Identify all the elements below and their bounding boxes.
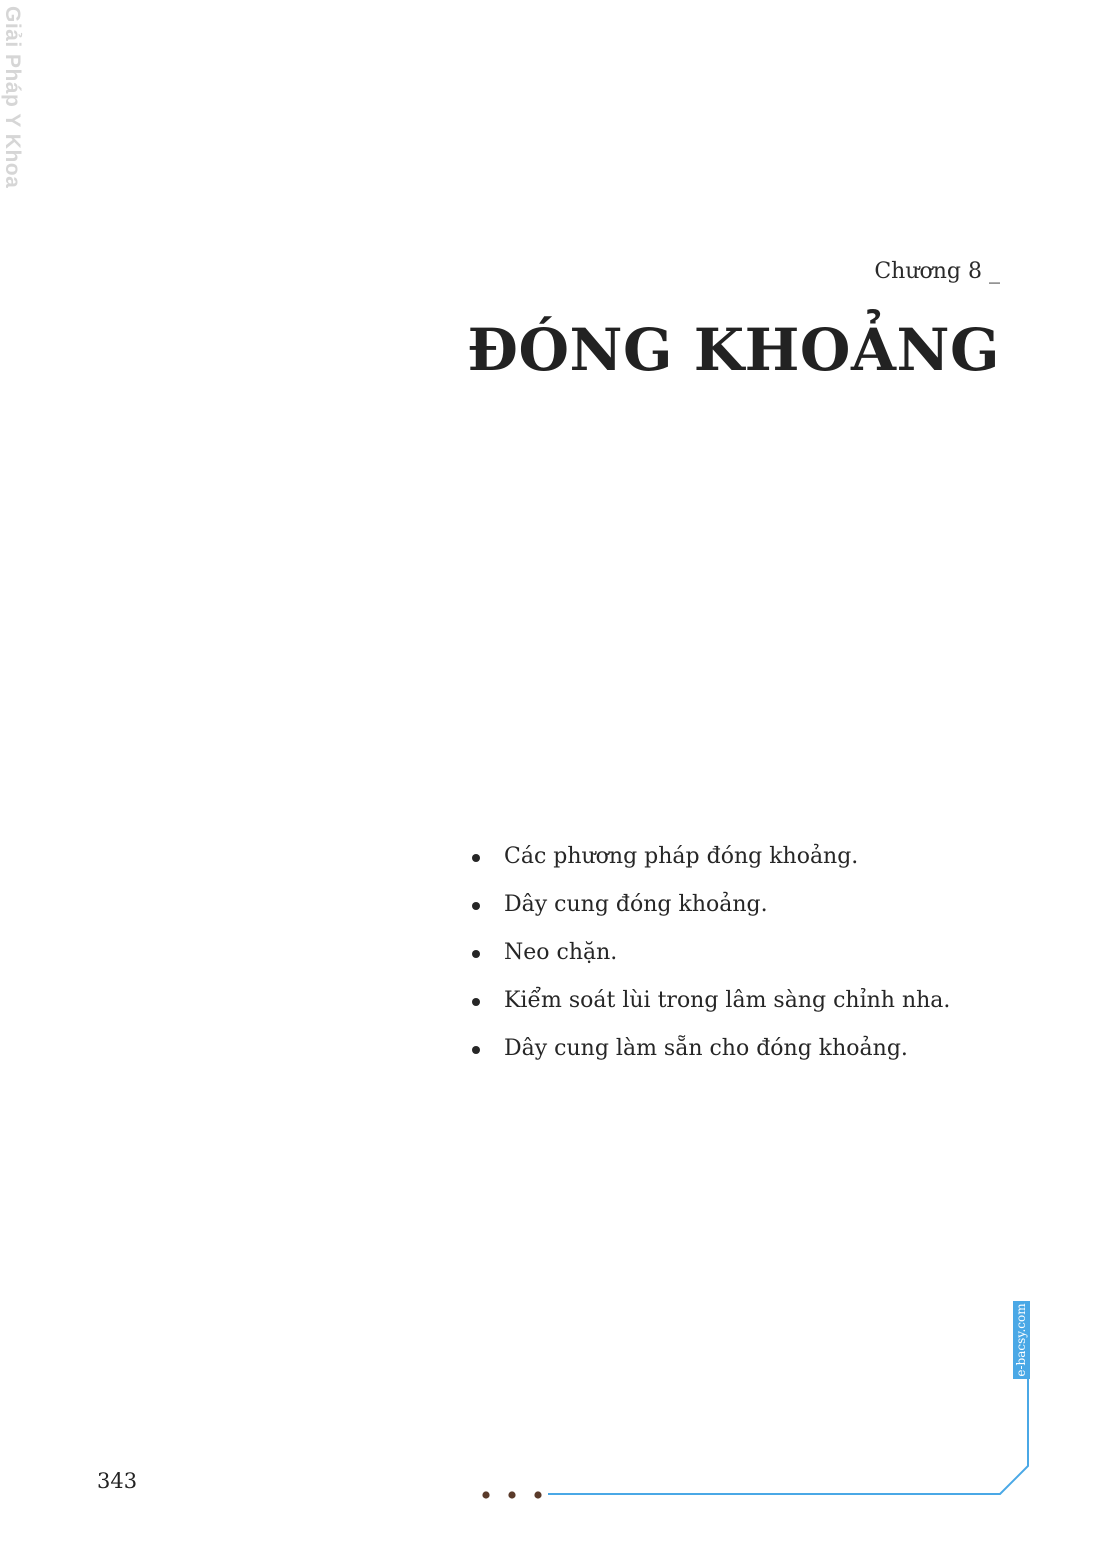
page-number: 343 (97, 1469, 138, 1493)
dot-icon (534, 1491, 541, 1498)
topic-text: Kiểm soát lùi trong lâm sàng chỉnh nha. (504, 988, 951, 1013)
accent-line (548, 1378, 1028, 1494)
topic-text: Các phương pháp đóng khoảng. (504, 844, 859, 869)
chapter-title: ĐÓNG KHOẢNG (467, 316, 1000, 384)
site-tag (1013, 1301, 1030, 1379)
chapter-label: Chương 8 _ (874, 259, 1000, 284)
dot-icon (508, 1491, 515, 1498)
dot-icon (482, 1491, 489, 1498)
topic-text: Dây cung làm sẵn cho đóng khoảng. (504, 1036, 908, 1061)
watermark-text: Giải Pháp Y Khoa (1, 6, 24, 189)
topic-text: Dây cung đóng khoảng. (504, 892, 768, 917)
topic-text: Neo chặn. (504, 940, 618, 965)
site-tag-text: e-bacsy.com (1014, 1303, 1028, 1377)
